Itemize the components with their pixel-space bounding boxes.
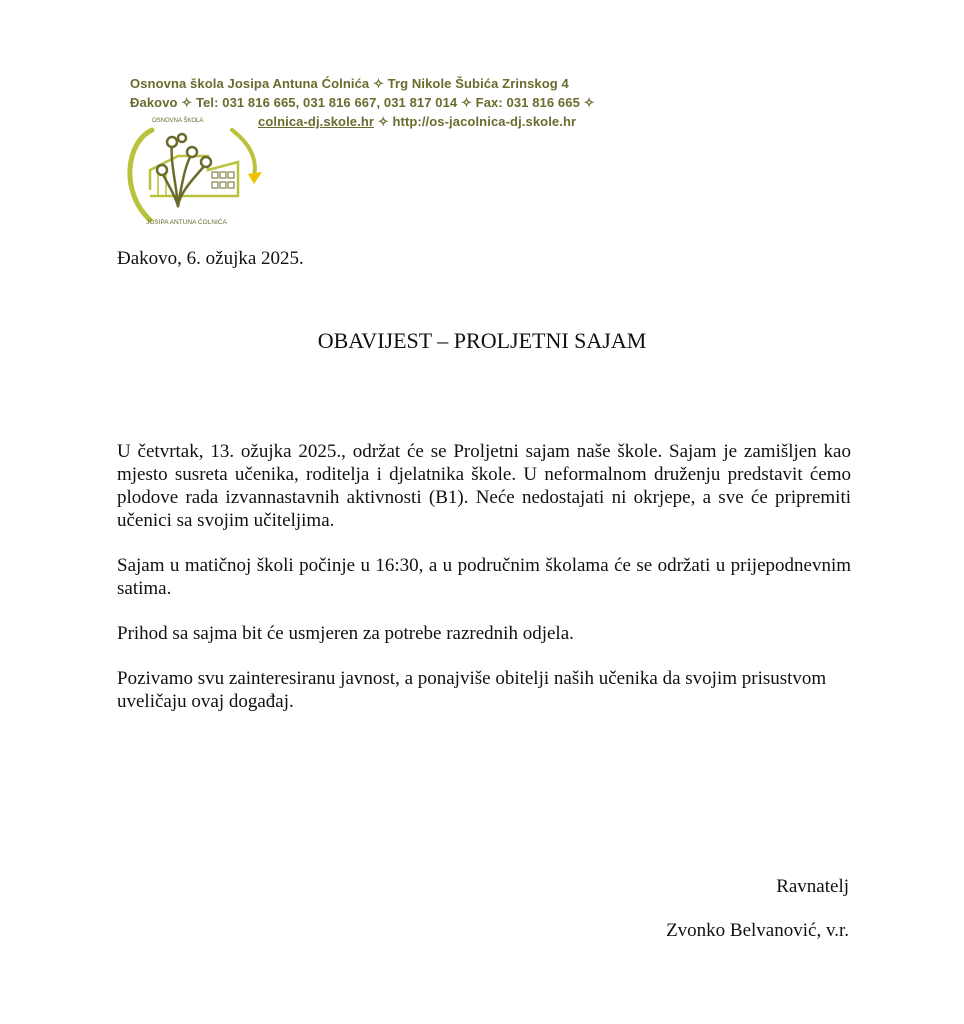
- signature-role: Ravnatelj: [776, 876, 849, 897]
- logo-top-text: OSNOVNA ŠKOLA: [152, 118, 204, 124]
- paragraph-invitation: Pozivamo svu zainteresiranu javnost, a ponajviše obitelji naših učenika da svojim prisustvom uveličaju ovaj događaj.: [117, 668, 827, 712]
- school-email-link[interactable]: colnica-dj.skole.hr: [258, 114, 375, 129]
- document-date: Đakovo, 6. ožujka 2025.: [117, 248, 304, 269]
- school-logo: [120, 112, 265, 232]
- document-title: OBAVIJEST – PROLJETNI SAJAM: [317, 328, 647, 353]
- paragraph-schedule: Sajam u matičnoj školi počinje u 16:30, a u područnim školama će se održati u prijepodnevnim satima.: [117, 555, 851, 599]
- document-body: [117, 440, 851, 735]
- signature-name: Zvonko Belvanović, v.r.: [666, 920, 849, 941]
- logo-arc-left: [130, 130, 152, 220]
- school-header-line3: [258, 114, 576, 130]
- school-website-link[interactable]: http://os-jacolnica-dj.skole.hr: [392, 114, 577, 129]
- logo-bottom-text: JOSIPA ANTUNA ĆOLNIĆA: [146, 219, 227, 226]
- school-header-line1: Osnovna škola Josipa Antuna Ćolnića ✧ Trg Nikole Šubića Zrinskog 4: [130, 76, 569, 91]
- logo-arrow: [248, 172, 262, 184]
- school-header-line2: Đakovo ✧ Tel: 031 816 665, 031 816 667, 031 817 014 ✧ Fax: 031 816 665 ✧: [130, 95, 595, 110]
- header-separator: ✧: [374, 114, 393, 129]
- paragraph-announcement: U četvrtak, 13. ožujka 2025., održat će se Proljetni sajam naše škole. Sajam je zamišljen kao mjesto susreta učenika, roditelja i djelatnika škole. U neformalnom druženju predstavit ćemo plodove rada izvannastavnih aktivnosti (B1). Neće nedostajati ni okrjepe, a sve će pripremiti učenici sa svojim učiteljima.: [117, 441, 851, 531]
- paragraph-proceeds: Prihod sa sajma bit će usmjeren za potrebe razrednih odjela.: [117, 623, 574, 644]
- logo-arc-right: [232, 130, 255, 176]
